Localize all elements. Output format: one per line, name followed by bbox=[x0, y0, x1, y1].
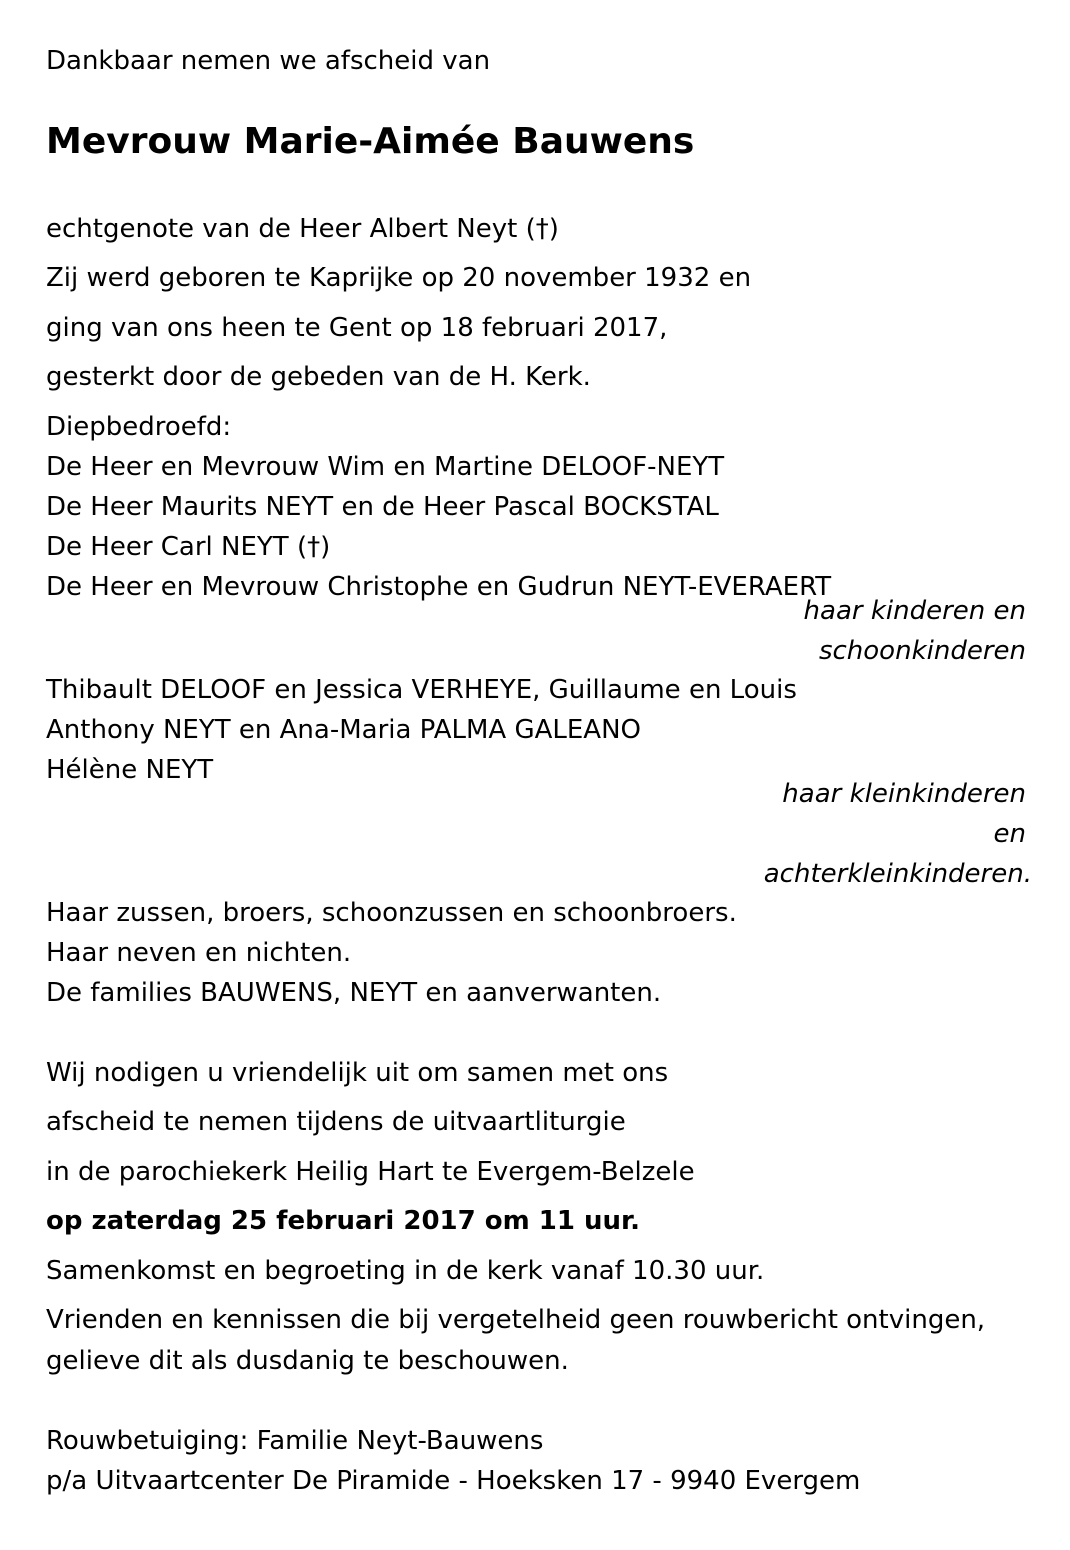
ceremony-date: op zaterdag 25 februari 2017 om 11 uur. bbox=[46, 1206, 641, 1236]
bio-line: Zij werd geboren te Kaprijke op 20 november 1932 en bbox=[46, 263, 752, 293]
grandchild-line: Hélène NEYT bbox=[46, 755, 214, 785]
notice-line: gelieve dit als dusdanig te beschouwen. bbox=[46, 1346, 569, 1376]
condolences-line: Rouwbetuiging: Familie Neyt-Bauwens bbox=[46, 1426, 544, 1456]
grandchild-line: Thibault DELOOF en Jessica VERHEYE, Guillaume en Louis bbox=[46, 675, 797, 705]
condolences-address: p/a Uitvaartcenter De Piramide - Hoeksken 17 - 9940 Evergem bbox=[46, 1466, 861, 1496]
grandchild-line: Anthony NEYT en Ana-Maria PALMA GALEANO bbox=[46, 715, 641, 745]
grandchildren-caption: haar kleinkinderen bbox=[782, 779, 1026, 809]
children-caption: haar kinderen en bbox=[803, 596, 1026, 626]
child-line: De Heer Maurits NEYT en de Heer Pascal BOCKSTAL bbox=[46, 492, 719, 522]
gathering-text: Samenkomst en begroeting in de kerk vanaf 10.30 uur. bbox=[46, 1256, 765, 1286]
family-line: Haar neven en nichten. bbox=[46, 938, 352, 968]
bio-line: echtgenote van de Heer Albert Neyt (†) bbox=[46, 214, 559, 244]
deceased-name: Mevrouw Marie-Aimée Bauwens bbox=[46, 121, 695, 162]
invitation-line: in de parochiekerk Heilig Hart te Evergem-Belzele bbox=[46, 1157, 695, 1187]
invitation-line: afscheid te nemen tijdens de uitvaartliturgie bbox=[46, 1107, 626, 1137]
child-line: De Heer en Mevrouw Wim en Martine DELOOF-NEYT bbox=[46, 452, 725, 482]
family-line: Haar zussen, broers, schoonzussen en schoonbroers. bbox=[46, 898, 737, 928]
children-caption: schoonkinderen bbox=[818, 636, 1026, 666]
notice-line: Vrienden en kennissen die bij vergetelheid geen rouwbericht ontvingen, bbox=[46, 1305, 986, 1335]
child-line: De Heer Carl NEYT (†) bbox=[46, 532, 331, 562]
grandchildren-caption: en bbox=[993, 819, 1026, 849]
intro-text: Dankbaar nemen we afscheid van bbox=[46, 46, 491, 76]
bio-line: gesterkt door de gebeden van de H. Kerk. bbox=[46, 362, 591, 392]
invitation-line: Wij nodigen u vriendelijk uit om samen met ons bbox=[46, 1058, 669, 1088]
mourners-label: Diepbedroefd: bbox=[46, 412, 232, 442]
child-line: De Heer en Mevrouw Christophe en Gudrun NEYT-EVERAERT bbox=[46, 572, 832, 602]
grandchildren-caption: achterkleinkinderen. bbox=[763, 859, 1032, 889]
family-line: De families BAUWENS, NEYT en aanverwanten. bbox=[46, 978, 662, 1008]
bio-line: ging van ons heen te Gent op 18 februari 2017, bbox=[46, 313, 668, 343]
